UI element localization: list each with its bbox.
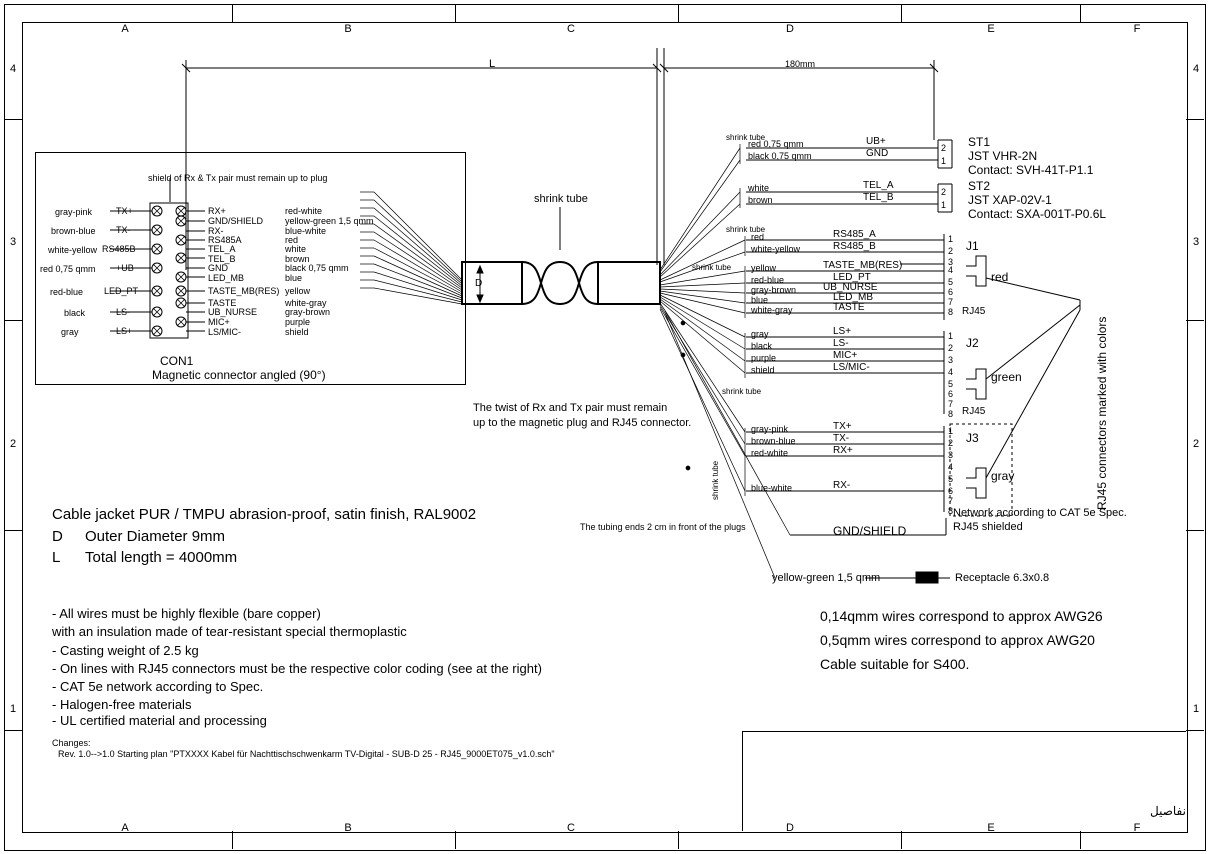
st2-contact: Contact: SXA-001T-P0.6L xyxy=(968,207,1107,221)
j3-row-1-color: brown-blue xyxy=(751,436,796,446)
j1-row-0-color: red xyxy=(751,232,765,242)
con1-right-color-2: blue-white xyxy=(285,226,327,236)
st1-wire-1-signal: GND xyxy=(866,148,889,159)
frame-col-d-bottom: D xyxy=(786,822,794,834)
j3-pin-3: 4 xyxy=(948,462,954,472)
j2-name: J2 xyxy=(966,336,979,350)
changes-title: Changes: xyxy=(52,738,91,748)
st1-wire-1-color: black 0,75 qmm xyxy=(748,151,812,161)
j1-pin-1: 2 xyxy=(948,246,954,256)
note-bullet-6: - UL certified material and processing xyxy=(52,713,267,728)
con1-right-signal-0: RX+ xyxy=(208,206,226,216)
j1-row-5-color: gray-brown xyxy=(751,285,797,295)
j3-row-0-signal: TX+ xyxy=(833,421,852,432)
j2-pin-6: 7 xyxy=(948,399,954,409)
con1-right-color-3: red xyxy=(285,235,299,245)
con1-title: CON1 xyxy=(160,354,194,368)
j2-row-0-color: gray xyxy=(751,329,769,339)
con1-right-color-6: black 0,75 qmm xyxy=(285,263,349,273)
frame-col-c-bottom: C xyxy=(567,822,575,834)
con1-right-signal-7: LED_MB xyxy=(208,273,245,283)
j1-row-6-signal: LED_MB xyxy=(833,292,874,303)
j3-pin-7: 8 xyxy=(948,506,954,516)
twist-note-line2: up to the magnetic plug and RJ45 connector. xyxy=(473,417,692,429)
j1-row-4-color: red-blue xyxy=(751,275,785,285)
con1-right-signal-2: RX- xyxy=(208,226,224,236)
frame-row-1-right: 1 xyxy=(1192,703,1200,715)
center-shrink-tube-label: shrink tube xyxy=(534,193,588,205)
st1-contact: Contact: SVH-41T-P1.1 xyxy=(968,163,1094,177)
network-note-2: RJ45 shielded xyxy=(953,521,1023,533)
st2-pin-1: 1 xyxy=(941,200,947,210)
st2-wire-0-signal: TEL_A xyxy=(863,180,894,191)
j1-row-4-signal: LED_PT xyxy=(833,272,871,283)
st2-wire-1-color: brown xyxy=(748,195,773,205)
awg-note-3: Cable suitable for S400. xyxy=(820,656,970,672)
j2-pin-2: 3 xyxy=(948,355,954,365)
con1-right-signal-12: LS/MIC- xyxy=(208,327,242,337)
j3-pin-4: 5 xyxy=(948,474,954,484)
j2-pin-7: 8 xyxy=(948,409,954,419)
total-length-value: Total length = 4000mm xyxy=(85,549,238,566)
con1-left-signal-0: TX+ xyxy=(116,206,133,216)
j3-color-tag: gray xyxy=(991,469,1015,483)
j3-row-5-signal: RX- xyxy=(833,480,851,491)
outer-diameter-key: D xyxy=(52,528,63,545)
shrink-label-2: shrink tube xyxy=(692,263,732,272)
con1-right-signal-10: UB_NURSE xyxy=(208,307,258,317)
con1-left-color-0: gray-pink xyxy=(55,207,93,217)
con1-right-color-11: purple xyxy=(285,317,311,327)
frame-row-3-left: 3 xyxy=(9,236,17,248)
j1-row-0-signal: RS485_A xyxy=(833,229,876,240)
awg-note-2: 0,5qmm wires correspond to approx AWG20 xyxy=(820,632,1095,648)
sheet-corner-text: نفاصيل xyxy=(1150,804,1186,818)
note-bullet-2: - Casting weight of 2.5 kg xyxy=(52,643,199,658)
j3-row-2-signal: RX+ xyxy=(833,445,853,456)
gnd-shield-label: GND/SHIELD xyxy=(833,524,907,538)
con1-left-signal-1: TX- xyxy=(116,225,131,235)
network-note-1: Network according to CAT 5e Spec. xyxy=(953,507,1127,519)
note-bullet-3: - On lines with RJ45 connectors must be the respective color coding (see at the right) xyxy=(52,661,542,676)
st1-pin-1: 1 xyxy=(941,156,947,166)
con1-right-color-8: yellow xyxy=(285,286,311,296)
j2-pin-5: 6 xyxy=(948,389,954,399)
frame-row-3-right: 3 xyxy=(1192,236,1200,248)
j1-row-1-color: white-yellow xyxy=(751,244,801,254)
con1-right-signal-6: GND xyxy=(208,263,228,273)
j1-color-tag: red xyxy=(991,270,1009,284)
j1-row-1-signal: RS485_B xyxy=(833,241,876,252)
con1-left-color-4: red-blue xyxy=(50,287,84,297)
receptacle-wire-label: yellow-green 1,5 qmm xyxy=(772,572,881,584)
st2-wire-0-color: white xyxy=(748,183,770,193)
j3-pin-2: 3 xyxy=(948,450,954,460)
j2-pin-4: 5 xyxy=(948,379,954,389)
con1-left-color-1: brown-blue xyxy=(51,226,96,236)
j2-row-2-color: purple xyxy=(751,353,777,363)
frame-col-a-bottom: A xyxy=(121,822,129,834)
j1-row-3-color: yellow xyxy=(751,263,777,273)
j1-pin-0: 1 xyxy=(948,234,954,244)
j1-row-7-color: white-gray xyxy=(751,305,793,315)
shrink-label-3: shrink tube xyxy=(722,387,762,396)
outer-diameter-value: Outer Diameter 9mm xyxy=(85,528,226,545)
j2-row-2-signal: MIC+ xyxy=(833,350,858,361)
j1-row-7-signal: TASTE xyxy=(833,302,865,313)
con1-left-color-5: black xyxy=(64,308,86,318)
con1-right-signal-11: MIC+ xyxy=(208,317,230,327)
j1-rj45-label: RJ45 xyxy=(962,306,986,317)
j3-row-1-signal: TX- xyxy=(833,433,850,444)
frame-col-a-top: A xyxy=(121,23,129,35)
note-bullet-1: with an insulation made of tear-resistant special thermoplastic xyxy=(52,624,407,639)
frame-col-e-top: E xyxy=(987,23,995,35)
st2-wire-1-signal: TEL_B xyxy=(863,192,894,203)
con1-right-signal-3: RS485A xyxy=(208,235,242,245)
st1-pin-0: 2 xyxy=(941,143,947,153)
con1-right-color-7: blue xyxy=(285,273,303,283)
j3-pin-5: 6 xyxy=(948,486,954,496)
j1-pin-2: 3 xyxy=(948,257,954,267)
j2-color-tag: green xyxy=(991,370,1022,384)
frame-col-f-top: F xyxy=(1133,23,1141,35)
j1-pin-5: 6 xyxy=(948,287,954,297)
j3-row-0-color: gray-pink xyxy=(751,424,789,434)
j3-row-2-color: red-white xyxy=(751,448,789,458)
st1-type: JST VHR-2N xyxy=(968,149,1038,163)
con1-right-signal-1: GND/SHIELD xyxy=(208,216,264,226)
shrink-label-4: shrink tube xyxy=(711,460,720,500)
twist-note-line1: The twist of Rx and Tx pair must remain xyxy=(473,402,668,414)
j1-name: J1 xyxy=(966,239,979,253)
con1-right-color-12: shield xyxy=(285,327,309,337)
st1-wire-0-color: red 0,75 qmm xyxy=(748,139,804,149)
shrink-label-1: shrink tube xyxy=(726,225,766,234)
j1-row-5-signal: UB_NURSE xyxy=(823,282,878,293)
j2-row-1-signal: LS- xyxy=(833,338,849,349)
note-bullet-5: - Halogen-free materials xyxy=(52,697,192,712)
dimension-l-label: L xyxy=(489,58,496,70)
dimension-d-label: D xyxy=(475,278,483,289)
con1-right-color-9: white-gray xyxy=(285,298,327,308)
con1-right-color-5: brown xyxy=(285,254,310,264)
con1-right-color-10: gray-brown xyxy=(285,307,331,317)
j1-row-6-color: blue xyxy=(751,295,769,305)
j3-row-5-color: blue-white xyxy=(751,483,793,493)
j2-pin-1: 2 xyxy=(948,343,954,353)
note-bullet-4: - CAT 5e network according to Spec. xyxy=(52,679,264,694)
j2-row-1-color: black xyxy=(751,341,773,351)
j1-pin-4: 5 xyxy=(948,277,954,287)
j1-pin-3: 4 xyxy=(948,265,954,275)
frame-col-c-top: C xyxy=(567,23,575,35)
tubing-note: The tubing ends 2 cm in front of the plugs xyxy=(580,522,746,532)
frame-row-4-right: 4 xyxy=(1192,63,1200,75)
frame-col-b-bottom: B xyxy=(344,822,352,834)
j3-pin-0: 1 xyxy=(948,426,954,436)
frame-row-2-left: 2 xyxy=(9,438,17,450)
con1-right-signal-9: TASTE xyxy=(208,298,237,308)
frame-row-4-left: 4 xyxy=(9,63,17,75)
con1-left-signal-5: LS- xyxy=(116,307,131,317)
con1-subtitle: Magnetic connector angled (90°) xyxy=(152,368,326,382)
con1-left-signal-3: +UB xyxy=(116,263,134,273)
frame-row-2-right: 2 xyxy=(1192,438,1200,450)
con1-right-color-4: white xyxy=(285,244,307,254)
con1-left-color-2: white-yellow xyxy=(48,245,98,255)
j1-row-3-signal: TASTE_MB(RES) xyxy=(823,260,903,271)
con1-right-color-0: red-white xyxy=(285,206,323,216)
j3-pin-6: 7 xyxy=(948,496,954,506)
j2-rj45-label: RJ45 xyxy=(962,406,986,417)
con1-left-color-3: red 0,75 qmm xyxy=(40,264,96,274)
j2-row-0-signal: LS+ xyxy=(833,326,852,337)
j3-pin-1: 2 xyxy=(948,438,954,448)
frame-col-d-top: D xyxy=(786,23,794,35)
con1-right-color-1: yellow-green 1,5 qmm xyxy=(285,216,374,226)
j2-pin-0: 1 xyxy=(948,331,954,341)
total-length-key: L xyxy=(52,549,61,566)
st1-name: ST1 xyxy=(968,135,991,149)
con1-left-signal-2: RS485B xyxy=(102,244,136,254)
j2-pin-3: 4 xyxy=(948,367,954,377)
con1-right-signal-8: TASTE_MB(RES) xyxy=(208,286,280,296)
frame-row-1-left: 1 xyxy=(9,703,17,715)
rj45-color-note: RJ45 connectors marked with colors xyxy=(1095,316,1109,510)
st1-wire-0-signal: UB+ xyxy=(866,136,886,147)
con1-left-color-6: gray xyxy=(61,327,79,337)
frame-col-b-top: B xyxy=(344,23,352,35)
j3-name: J3 xyxy=(966,431,979,445)
st2-name: ST2 xyxy=(968,179,991,193)
changes-line: Rev. 1.0-->1.0 Starting plan "PTXXXX Kabel für Nachttischschwenkarm TV-Digital - SUB-D 25 - RJ45_9000ET075_v1.0.sch" xyxy=(58,749,555,759)
con1-right-signal-4: TEL_A xyxy=(208,244,236,254)
con1-left-signal-6: LS+ xyxy=(116,326,133,336)
con1-right-signal-5: TEL_B xyxy=(208,254,236,264)
frame-col-e-bottom: E xyxy=(987,822,995,834)
receptacle-label: Receptacle 6.3x0.8 xyxy=(955,572,1050,584)
frame-col-f-bottom: F xyxy=(1133,822,1141,834)
note-bullet-0: - All wires must be highly flexible (bare copper) xyxy=(52,606,321,621)
st2-pin-0: 2 xyxy=(941,187,947,197)
awg-note-1: 0,14qmm wires correspond to approx AWG26 xyxy=(820,608,1103,624)
cable-jacket-note: Cable jacket PUR / TMPU abrasion-proof, satin finish, RAL9002 xyxy=(52,506,477,523)
dimension-180-label: 180mm xyxy=(785,59,816,69)
j1-pin-6: 7 xyxy=(948,297,954,307)
j2-row-3-color: shield xyxy=(751,365,775,375)
j1-pin-7: 8 xyxy=(948,307,954,317)
con1-shield-note: shield of Rx & Tx pair must remain up to plug xyxy=(148,173,328,183)
con1-left-signal-4: LED_PT xyxy=(104,286,139,296)
st2-type: JST XAP-02V-1 xyxy=(968,193,1052,207)
shrink-label-0: shrink tube xyxy=(726,133,766,142)
j2-row-3-signal: LS/MIC- xyxy=(833,362,870,373)
